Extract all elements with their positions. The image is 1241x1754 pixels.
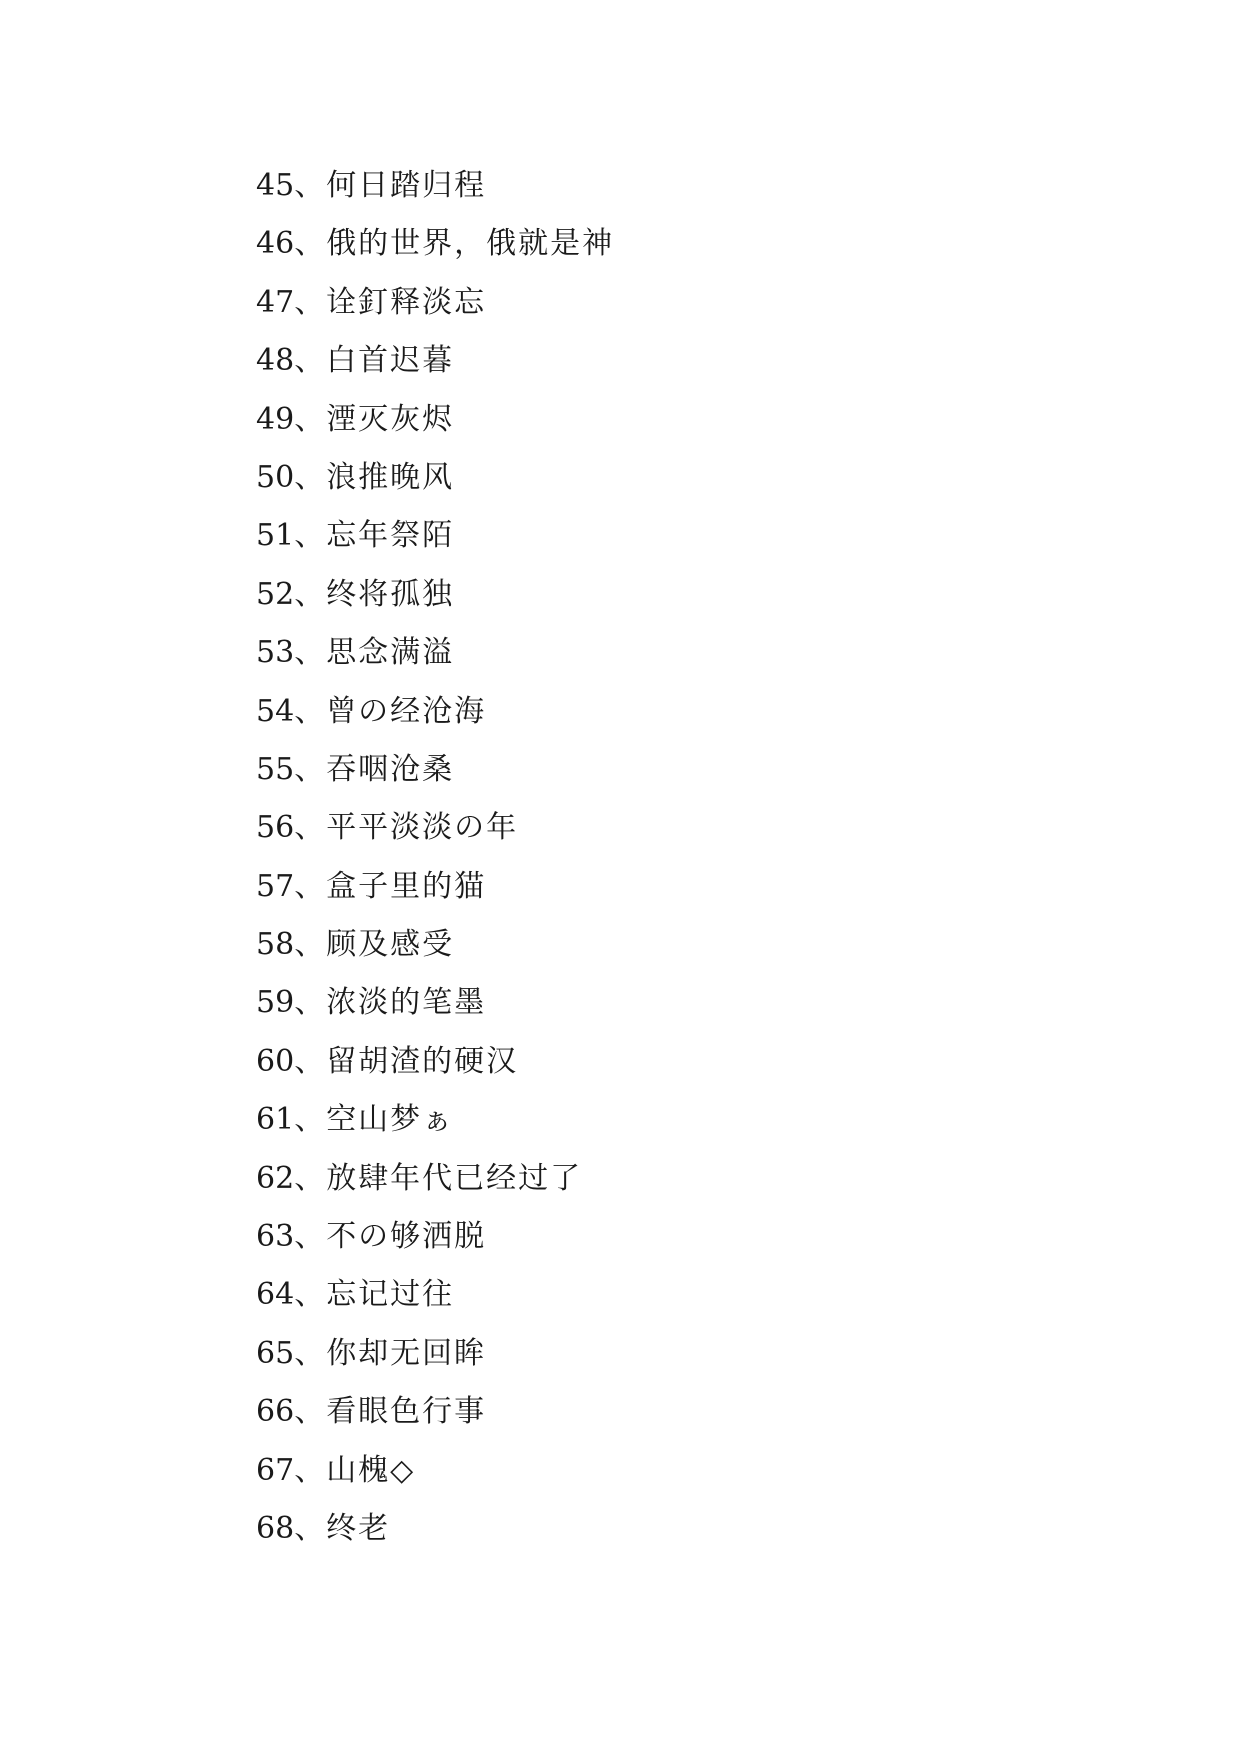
- item-separator: 、: [294, 751, 327, 787]
- item-text: 曾の经沧海: [326, 693, 487, 729]
- item-text: 不の够洒脱: [326, 1219, 487, 1255]
- item-text: 浓淡的笔墨: [326, 985, 487, 1021]
- item-separator: 、: [294, 1452, 327, 1488]
- item-text: 诠釘释淡忘: [326, 284, 487, 320]
- list-item: [256, 1150, 614, 1208]
- item-text: 放肆年代已经过了: [326, 1160, 583, 1196]
- item-text: 俄的世界，俄就是神: [326, 226, 615, 262]
- item-text: 忘年祭陌: [326, 518, 455, 554]
- item-separator: 、: [294, 810, 327, 846]
- item-separator: 、: [294, 1219, 327, 1255]
- item-separator: 、: [294, 985, 327, 1021]
- item-text: 看眼色行事: [326, 1394, 487, 1430]
- item-separator: 、: [294, 343, 327, 379]
- item-separator: 、: [294, 518, 327, 554]
- item-number: 53: [256, 635, 295, 671]
- item-separator: 、: [294, 1160, 327, 1196]
- item-separator: 、: [294, 1394, 327, 1430]
- item-number: 57: [256, 868, 295, 904]
- item-number: 56: [256, 810, 295, 846]
- item-number: 60: [256, 1043, 295, 1079]
- item-separator: 、: [294, 635, 327, 671]
- item-text: 顾及感受: [326, 927, 455, 963]
- list-item: [256, 1325, 614, 1383]
- item-text: 何日踏归程: [326, 168, 487, 203]
- item-number: 55: [256, 751, 295, 787]
- item-separator: 、: [294, 927, 327, 963]
- item-text: 空山梦ぁ: [326, 1102, 455, 1138]
- item-text: 你却无回眸: [326, 1335, 487, 1371]
- item-text: 忘记过往: [326, 1277, 455, 1313]
- item-text: 留胡渣的硬汉: [326, 1043, 519, 1079]
- list-item: [256, 624, 614, 682]
- item-text: 终将孤独: [326, 576, 455, 612]
- list-item: [256, 916, 614, 974]
- list-item: [256, 683, 614, 741]
- item-number: 67: [256, 1452, 295, 1488]
- item-text: 吞咽沧桑: [326, 751, 455, 787]
- item-separator: 、: [294, 1277, 327, 1313]
- item-text: 山槐◇: [326, 1452, 416, 1488]
- list-item: [256, 799, 614, 857]
- item-number: 61: [256, 1102, 295, 1138]
- item-number: 63: [256, 1219, 295, 1255]
- list-item: [256, 391, 614, 449]
- list-item: [256, 215, 614, 273]
- item-number: 58: [256, 927, 295, 963]
- list-item: [256, 858, 614, 916]
- item-separator: 、: [294, 168, 327, 203]
- item-separator: 、: [294, 1510, 327, 1546]
- list-item: [256, 1091, 614, 1149]
- list-item: [256, 332, 614, 390]
- item-text: 终老: [326, 1510, 391, 1546]
- item-number: 50: [256, 459, 295, 495]
- item-separator: 、: [294, 1102, 327, 1138]
- item-number: 51: [256, 518, 295, 554]
- item-number: 45: [256, 168, 295, 203]
- item-number: 62: [256, 1160, 295, 1196]
- item-text: 思念满溢: [326, 635, 455, 671]
- list-item: [256, 1266, 614, 1324]
- list-item: [256, 974, 614, 1032]
- item-number: 68: [256, 1510, 295, 1546]
- item-separator: 、: [294, 693, 327, 729]
- item-number: 64: [256, 1277, 295, 1313]
- item-text: 湮灭灰烬: [326, 401, 455, 437]
- item-text: 平平淡淡の年: [326, 810, 519, 846]
- item-number: 59: [256, 985, 295, 1021]
- item-number: 49: [256, 401, 295, 437]
- item-number: 54: [256, 693, 295, 729]
- item-number: 65: [256, 1335, 295, 1371]
- list-item: [256, 449, 614, 507]
- item-number: 66: [256, 1394, 295, 1430]
- item-number: 52: [256, 576, 295, 612]
- item-number: 46: [256, 226, 295, 262]
- list-item: [256, 1500, 614, 1558]
- item-separator: 、: [294, 459, 327, 495]
- item-number: 47: [256, 284, 295, 320]
- item-separator: 、: [294, 401, 327, 437]
- item-separator: 、: [294, 1335, 327, 1371]
- list-item: [256, 1383, 614, 1441]
- list-item: [256, 507, 614, 565]
- item-text: 盒子里的猫: [326, 868, 487, 904]
- item-text: 白首迟暮: [326, 343, 455, 379]
- name-list: [256, 157, 614, 1558]
- list-item: [256, 566, 614, 624]
- list-item: [256, 741, 614, 799]
- item-text: 浪推晚风: [326, 459, 455, 495]
- list-item: [256, 1208, 614, 1266]
- item-number: 48: [256, 343, 295, 379]
- list-item: [256, 1033, 614, 1091]
- list-item: [256, 1442, 614, 1500]
- item-separator: 、: [294, 284, 327, 320]
- list-item: [256, 157, 614, 215]
- item-separator: 、: [294, 576, 327, 612]
- item-separator: 、: [294, 868, 327, 904]
- item-separator: 、: [294, 226, 327, 262]
- item-separator: 、: [294, 1043, 327, 1079]
- list-item: [256, 274, 614, 332]
